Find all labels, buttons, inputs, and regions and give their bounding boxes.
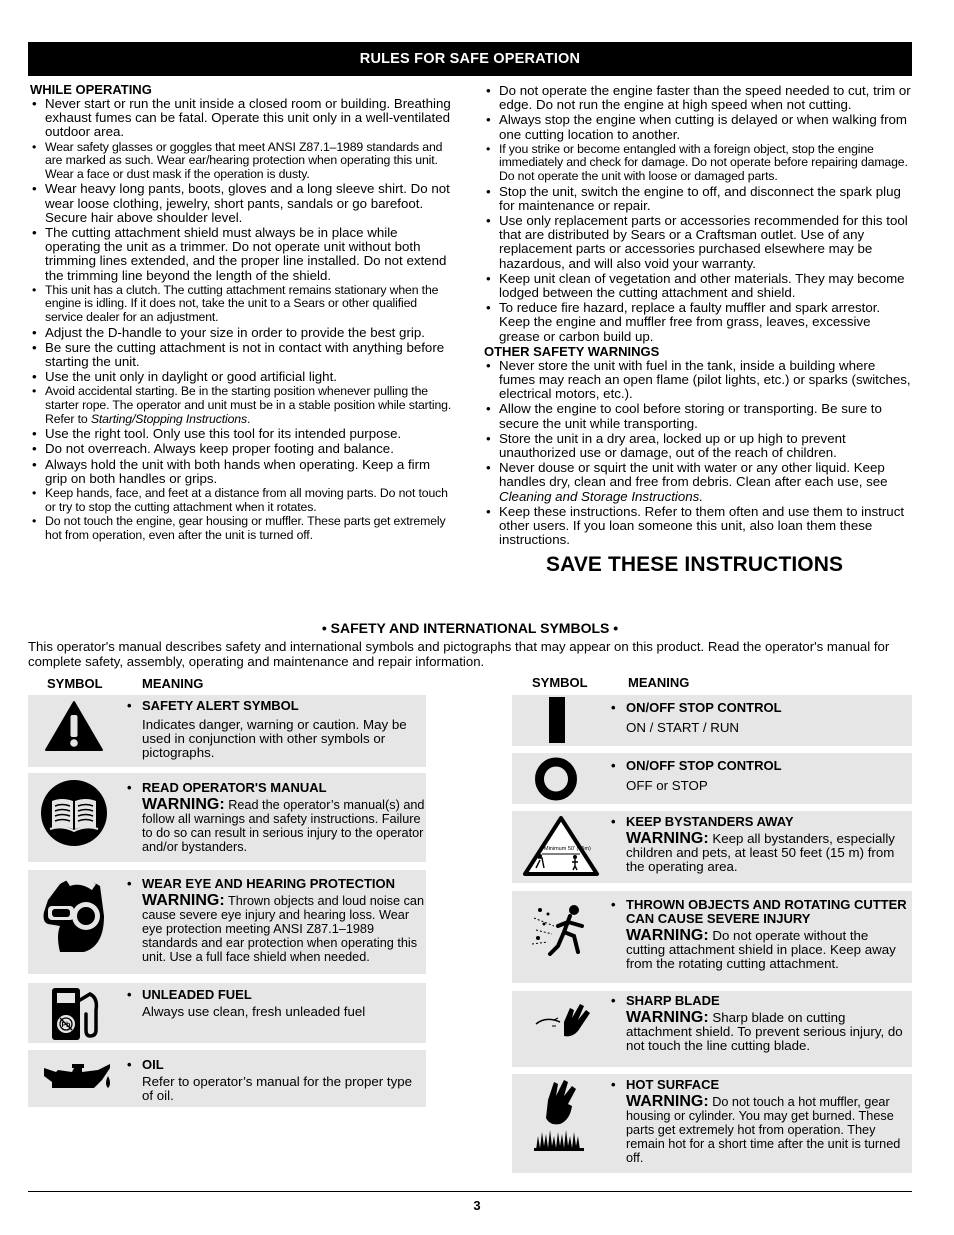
page-number: 3 — [473, 1198, 481, 1213]
list-item: • Use only replacement parts or accessories recommended for this tool that are distributed by Sears or a Craftsman outlet. Use of any replacement parts or accessories purchased elsewhere may be hazardous, and will also void your warranty. — [484, 214, 914, 271]
list-item: • Keep unit clean of vegetation and other materials. They may become lodged between the cutting attachment and shield. — [484, 272, 914, 300]
warning-label: WARNING: — [626, 927, 709, 944]
list-item: • If you strike or become entangled with a foreign object, stop the engine immediately and check for damage. Do not operate before repairing damage. Do not operate the unit with loose or damaged parts. — [484, 143, 914, 184]
warning-label: WARNING: — [626, 1093, 709, 1110]
meaning-on — [611, 701, 907, 735]
off-switch-icon — [534, 757, 578, 801]
left-meaning-header: MEANING — [142, 676, 204, 691]
list-item: • Store the unit in a dry area, locked up or up high to prevent unauthorized use or damage, out of the reach of children. — [484, 432, 914, 460]
list-item: • Keep these instructions. Refer to them often and use them to instruct other users. If you loan someone this unit, also loan them these instructions. — [484, 505, 914, 548]
list-item-text: Avoid accidental starting. Be in the starting position whenever pulling the starter rope. The operator and unit must be in a stable position while starting. Refer to — [45, 384, 452, 426]
list-item: • Wear safety glasses or goggles that meet ANSI Z87.1–1989 standards and are marked as such. Wear ear/hearing protection when operating this unit. Wear a face or dust mask if the operation is dusty. — [30, 141, 455, 182]
symbol-warning-text — [611, 832, 909, 875]
list-item: • To reduce fire hazard, replace a faulty muffler and spark arrestor. Keep the engine and muffler free from grass, leaves, excessive grease or carbon build up. — [484, 301, 914, 344]
svg-text:Pb: Pb — [61, 1022, 71, 1029]
symbol-title: • ON/OFF STOP CONTROL — [611, 759, 907, 773]
warning-text: Keep all bystanders, especially children and pets, at least 50 feet (15 m) from the operating area. — [626, 831, 895, 875]
fuel-pump-icon — [50, 986, 102, 1042]
bystander-sign-text: Minimum 50' (15m) — [544, 846, 591, 852]
symbol-title: • HOT SURFACE — [611, 1078, 909, 1092]
list-item: • Be sure the cutting attachment is not in contact with anything before starting the unit. — [30, 341, 455, 369]
meaning-hot-surface — [611, 1078, 909, 1165]
symbol-warning-text — [127, 894, 425, 964]
safety-alert-icon — [44, 700, 104, 752]
symbol-title: • UNLEADED FUEL — [127, 988, 423, 1002]
list-item: • Use the unit only in daylight or good artificial light. — [30, 370, 455, 384]
list-item: • This unit has a clutch. The cutting attachment remains stationary when the engine is idling. If it does not, take the unit to a Sears or other qualified service dealer for an adjustment. — [30, 284, 455, 325]
meaning-thrown-objects — [611, 898, 909, 972]
meaning-read-manual — [127, 781, 425, 854]
read-manual-icon — [40, 779, 108, 847]
symbol-text: Indicates danger, warning or caution. May be used in conjunction with other symbols or pictographs. — [142, 717, 407, 761]
symbol-title: • KEEP BYSTANDERS AWAY — [611, 815, 909, 829]
symbol-text: ON / START / RUN — [626, 720, 740, 735]
cleaning-ref: Cleaning and Storage Instructions. — [499, 488, 704, 504]
list-item: • Stop the unit, switch the engine to off, and disconnect the spark plug for maintenance or repair. — [484, 185, 914, 213]
symbol-title: • THROWN OBJECTS AND ROTATING CUTTER CAN CAUSE SEVERE INJURY — [611, 898, 909, 926]
save-instructions-title: SAVE THESE INSTRUCTIONS — [546, 553, 844, 576]
list-item: • Wear heavy long pants, boots, gloves and a long sleeve shirt. Do not wear loose clothing, jewelry, short pants, sandals or go barefoot. Secure hair above shoulder level. — [30, 182, 455, 225]
list-item: • Always hold the unit with both hands when operating. Keep a firm grip on both handles or grips. — [30, 458, 455, 486]
list-item: • Allow the engine to cool before storing or transporting. Be sure to secure the unit while transporting. — [484, 402, 914, 430]
warning-text: Sharp blade on cutting attachment shield. To prevent serious injury, do not touch the line cutting blade. — [626, 1010, 903, 1054]
warning-label: WARNING: — [142, 796, 225, 813]
symbols-intro: This operator's manual describes safety and international symbols and pictographs that may appear on this product. Read the operator's manual for complete safety, assembly, operating and maintenance and repair information. — [28, 639, 890, 669]
symbol-title: • OIL — [127, 1058, 423, 1072]
warning-text: Read the operator’s manual(s) and follow all warnings and safety instructions. Failure to do so can result in serious injury to the operator and/or bystanders. — [142, 798, 425, 854]
meaning-sharp-blade — [611, 994, 909, 1054]
sharp-blade-icon — [534, 998, 592, 1040]
meaning-safety-alert — [127, 699, 423, 761]
list-item: • Do not touch the engine, gear housing or muffler. These parts get extremely hot from operation, even after the unit is turned off. — [30, 515, 455, 542]
list-item: • Always stop the engine when cutting is delayed or when walking from one cutting location to another. — [484, 113, 914, 141]
meaning-fuel — [127, 988, 423, 1019]
list-item: • Keep hands, face, and feet at a distance from all moving parts. Do not touch or try to stop the cutting attachment when it rotates. — [30, 487, 455, 514]
warning-text: Do not touch a hot muffler, gear housing or cylinder. You may get burned. These parts get extremely hot from operation. They remain hot for a short time after the unit is turned off. — [626, 1095, 901, 1165]
eye-hearing-protection-icon — [40, 876, 116, 954]
starting-ref: Starting/Stopping Instructions — [90, 411, 247, 426]
bystanders-icon — [522, 814, 600, 878]
symbol-title: • READ OPERATOR'S MANUAL — [127, 781, 425, 795]
symbol-title: • SHARP BLADE — [611, 994, 909, 1008]
meaning-bystanders — [611, 815, 909, 875]
symbol-title: • WEAR EYE AND HEARING PROTECTION — [127, 877, 425, 891]
symbol-warning-text — [127, 798, 425, 854]
list-item — [30, 385, 455, 426]
meaning-off — [611, 759, 907, 793]
warning-label: WARNING: — [142, 892, 225, 909]
right-column — [484, 84, 914, 548]
meaning-oil — [127, 1058, 423, 1103]
warning-text: Do not operate without the cutting attachment shield in place. Keep away from the rotating cutting attachment. — [626, 928, 896, 972]
footer-rule — [28, 1191, 912, 1192]
warning-label: WARNING: — [626, 1009, 709, 1026]
left-column — [30, 83, 455, 543]
left-symbol-header: SYMBOL — [47, 676, 103, 691]
while-operating-heading: WHILE OPERATING — [30, 82, 152, 97]
symbol-title: • SAFETY ALERT SYMBOL — [127, 699, 423, 713]
list-item — [484, 461, 914, 504]
while-operating-list — [30, 97, 455, 542]
oil-can-icon — [42, 1060, 114, 1096]
symbol-warning-text — [611, 1095, 909, 1165]
symbols-heading: • SAFETY AND INTERNATIONAL SYMBOLS • — [321, 620, 619, 636]
list-item: • Do not overreach. Always keep proper footing and balance. — [30, 442, 455, 456]
warning-label: WARNING: — [626, 830, 709, 847]
symbol-text: Refer to operator’s manual for the proper type of oil. — [142, 1074, 413, 1104]
list-item-text: Never douse or squirt the unit with water or any other liquid. Keep handles dry, clean and free from debris. Clean after each use, see — [499, 460, 888, 490]
meaning-eye-hearing — [127, 877, 425, 964]
hot-surface-icon — [532, 1080, 588, 1152]
other-warnings-list — [484, 359, 914, 548]
other-warnings-heading: OTHER SAFETY WARNINGS — [484, 343, 660, 359]
symbol-text: Always use clean, fresh unleaded fuel — [142, 1004, 366, 1019]
list-item: • Adjust the D-handle to your size in order to provide the best grip. — [30, 326, 455, 340]
list-item: • The cutting attachment shield must always be in place while operating the unit as a trimmer. Do not operate unit without both trimming lines extended, and the proper line installed. Do not extend the trimming line beyond the length of the shield. — [30, 226, 455, 283]
symbol-title: • ON/OFF STOP CONTROL — [611, 701, 907, 715]
right-meaning-header: MEANING — [628, 675, 690, 690]
thrown-objects-icon — [530, 900, 592, 960]
on-switch-icon — [549, 697, 565, 743]
section-banner: RULES FOR SAFE OPERATION — [28, 42, 912, 76]
right-list — [484, 84, 914, 344]
warning-text: Thrown objects and loud noise can cause severe eye injury and hearing loss. Wear eye protection meeting ANSI Z87.1–1989 standards and ear protection when operating this unit. Use a full face shield when needed. — [142, 894, 425, 964]
symbol-warning-text — [611, 929, 909, 972]
list-item: • Use the right tool. Only use this tool for its intended purpose. — [30, 427, 455, 441]
ref-end: . — [246, 411, 251, 426]
right-symbol-header: SYMBOL — [532, 675, 588, 690]
list-item: • Do not operate the engine faster than the speed needed to cut, trim or edge. Do not run the engine at high speed when not cutting. — [484, 84, 914, 112]
symbol-text: OFF or STOP — [626, 778, 708, 793]
list-item: • Never store the unit with fuel in the tank, inside a building where fumes may reach an open flame (pilot lights, etc.) or sparks (switches, electrical motors, etc.). — [484, 359, 914, 402]
list-item: • Never start or run the unit inside a closed room or building. Breathing exhaust fumes can be fatal. Operate this unit only in a well-ventilated outdoor area. — [30, 97, 455, 140]
symbol-warning-text — [611, 1011, 909, 1054]
